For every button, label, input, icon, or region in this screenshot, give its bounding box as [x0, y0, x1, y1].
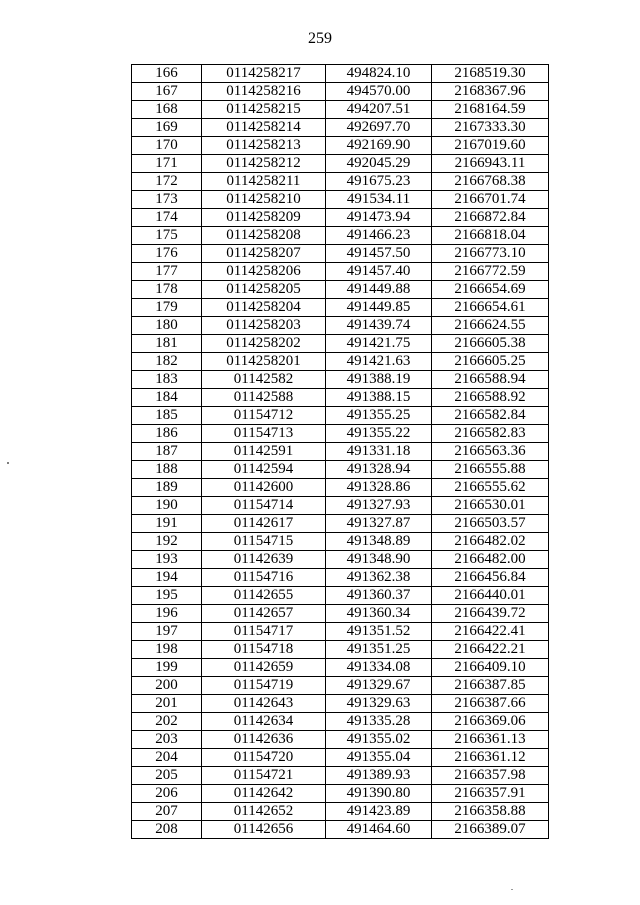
y-coordinate-cell: 2166624.55 — [432, 317, 549, 335]
x-coordinate-cell: 491329.63 — [326, 695, 432, 713]
point-code-cell: 01142582 — [202, 371, 326, 389]
point-number-cell: 187 — [132, 443, 202, 461]
point-number-cell: 206 — [132, 785, 202, 803]
x-coordinate-cell: 491389.93 — [326, 767, 432, 785]
table-row — [132, 443, 549, 461]
point-number-cell: 194 — [132, 569, 202, 587]
point-code-cell: 0114258211 — [202, 173, 326, 191]
y-coordinate-cell: 2166440.01 — [432, 587, 549, 605]
x-coordinate-cell: 491355.02 — [326, 731, 432, 749]
y-coordinate-cell: 2166582.83 — [432, 425, 549, 443]
point-code-cell: 01154714 — [202, 497, 326, 515]
y-coordinate-cell: 2166369.06 — [432, 713, 549, 731]
table-row — [132, 335, 549, 353]
point-code-cell: 0114258204 — [202, 299, 326, 317]
table-row — [132, 749, 549, 767]
x-coordinate-cell: 491449.85 — [326, 299, 432, 317]
x-coordinate-cell: 491329.67 — [326, 677, 432, 695]
table-row — [132, 353, 549, 371]
x-coordinate-cell: 494570.00 — [326, 83, 432, 101]
table-row — [132, 389, 549, 407]
point-code-cell: 0114258217 — [202, 65, 326, 83]
table-row — [132, 551, 549, 569]
table-row — [132, 245, 549, 263]
point-code-cell: 0114258213 — [202, 137, 326, 155]
point-number-cell: 167 — [132, 83, 202, 101]
point-code-cell: 0114258203 — [202, 317, 326, 335]
y-coordinate-cell: 2166773.10 — [432, 245, 549, 263]
y-coordinate-cell: 2166768.38 — [432, 173, 549, 191]
table-row — [132, 137, 549, 155]
point-code-cell: 01142642 — [202, 785, 326, 803]
point-code-cell: 01154717 — [202, 623, 326, 641]
x-coordinate-cell: 491534.11 — [326, 191, 432, 209]
y-coordinate-cell: 2166503.57 — [432, 515, 549, 533]
point-code-cell: 0114258202 — [202, 335, 326, 353]
point-code-cell: 01154718 — [202, 641, 326, 659]
point-number-cell: 208 — [132, 821, 202, 839]
y-coordinate-cell: 2166361.13 — [432, 731, 549, 749]
point-number-cell: 178 — [132, 281, 202, 299]
y-coordinate-cell: 2166582.84 — [432, 407, 549, 425]
table-row — [132, 767, 549, 785]
point-code-cell: 01154713 — [202, 425, 326, 443]
table-row — [132, 605, 549, 623]
x-coordinate-cell: 491421.63 — [326, 353, 432, 371]
x-coordinate-cell: 491466.23 — [326, 227, 432, 245]
table-row — [132, 821, 549, 839]
point-number-cell: 185 — [132, 407, 202, 425]
table-row — [132, 101, 549, 119]
table-row — [132, 191, 549, 209]
point-number-cell: 183 — [132, 371, 202, 389]
table-row — [132, 623, 549, 641]
point-code-cell: 01142655 — [202, 587, 326, 605]
point-number-cell: 186 — [132, 425, 202, 443]
point-code-cell: 0114258205 — [202, 281, 326, 299]
x-coordinate-cell: 491355.04 — [326, 749, 432, 767]
y-coordinate-cell: 2166361.12 — [432, 749, 549, 767]
point-number-cell: 188 — [132, 461, 202, 479]
x-coordinate-cell: 491457.40 — [326, 263, 432, 281]
point-number-cell: 205 — [132, 767, 202, 785]
point-number-cell: 166 — [132, 65, 202, 83]
point-code-cell: 0114258212 — [202, 155, 326, 173]
x-coordinate-cell: 491388.15 — [326, 389, 432, 407]
point-number-cell: 176 — [132, 245, 202, 263]
point-number-cell: 201 — [132, 695, 202, 713]
point-number-cell: 182 — [132, 353, 202, 371]
point-code-cell: 01142656 — [202, 821, 326, 839]
point-code-cell: 01142591 — [202, 443, 326, 461]
point-number-cell: 198 — [132, 641, 202, 659]
x-coordinate-cell: 491675.23 — [326, 173, 432, 191]
y-coordinate-cell: 2166439.72 — [432, 605, 549, 623]
point-number-cell: 197 — [132, 623, 202, 641]
x-coordinate-cell: 491473.94 — [326, 209, 432, 227]
page-number: 259 — [308, 30, 332, 47]
y-coordinate-cell: 2167333.30 — [432, 119, 549, 137]
y-coordinate-cell: 2166422.21 — [432, 641, 549, 659]
table-row — [132, 569, 549, 587]
point-code-cell: 01154721 — [202, 767, 326, 785]
table-row — [132, 263, 549, 281]
table-row — [132, 731, 549, 749]
point-number-cell: 177 — [132, 263, 202, 281]
point-code-cell: 0114258209 — [202, 209, 326, 227]
point-number-cell: 179 — [132, 299, 202, 317]
scan-speck — [511, 889, 513, 890]
table-row — [132, 659, 549, 677]
point-code-cell: 01142636 — [202, 731, 326, 749]
y-coordinate-cell: 2166482.02 — [432, 533, 549, 551]
y-coordinate-cell: 2166387.85 — [432, 677, 549, 695]
point-code-cell: 01142588 — [202, 389, 326, 407]
x-coordinate-cell: 491334.08 — [326, 659, 432, 677]
point-code-cell: 0114258216 — [202, 83, 326, 101]
point-code-cell: 0114258201 — [202, 353, 326, 371]
point-number-cell: 173 — [132, 191, 202, 209]
y-coordinate-cell: 2166818.04 — [432, 227, 549, 245]
table-row — [132, 695, 549, 713]
table-row — [132, 173, 549, 191]
point-code-cell: 01142639 — [202, 551, 326, 569]
y-coordinate-cell: 2166943.11 — [432, 155, 549, 173]
x-coordinate-cell: 491328.94 — [326, 461, 432, 479]
table-row — [132, 65, 549, 83]
table-row — [132, 641, 549, 659]
x-coordinate-cell: 491439.74 — [326, 317, 432, 335]
table-row — [132, 677, 549, 695]
y-coordinate-cell: 2166530.01 — [432, 497, 549, 515]
x-coordinate-cell: 491348.89 — [326, 533, 432, 551]
point-number-cell: 189 — [132, 479, 202, 497]
table-row — [132, 281, 549, 299]
table-row — [132, 497, 549, 515]
point-code-cell: 01142600 — [202, 479, 326, 497]
y-coordinate-cell: 2166872.84 — [432, 209, 549, 227]
point-number-cell: 184 — [132, 389, 202, 407]
point-code-cell: 01154715 — [202, 533, 326, 551]
table-row — [132, 371, 549, 389]
point-code-cell: 0114258215 — [202, 101, 326, 119]
x-coordinate-cell: 491351.52 — [326, 623, 432, 641]
point-number-cell: 171 — [132, 155, 202, 173]
y-coordinate-cell: 2166387.66 — [432, 695, 549, 713]
x-coordinate-cell: 492697.70 — [326, 119, 432, 137]
point-number-cell: 181 — [132, 335, 202, 353]
x-coordinate-cell: 491331.18 — [326, 443, 432, 461]
point-number-cell: 195 — [132, 587, 202, 605]
point-number-cell: 169 — [132, 119, 202, 137]
x-coordinate-cell: 491457.50 — [326, 245, 432, 263]
y-coordinate-cell: 2166555.62 — [432, 479, 549, 497]
x-coordinate-cell: 491362.38 — [326, 569, 432, 587]
x-coordinate-cell: 492045.29 — [326, 155, 432, 173]
table-row — [132, 533, 549, 551]
x-coordinate-cell: 491390.80 — [326, 785, 432, 803]
y-coordinate-cell: 2168519.30 — [432, 65, 549, 83]
y-coordinate-cell: 2168367.96 — [432, 83, 549, 101]
point-code-cell: 01154716 — [202, 569, 326, 587]
y-coordinate-cell: 2166357.91 — [432, 785, 549, 803]
y-coordinate-cell: 2166409.10 — [432, 659, 549, 677]
scan-speck — [7, 462, 9, 464]
y-coordinate-cell: 2166772.59 — [432, 263, 549, 281]
x-coordinate-cell: 491464.60 — [326, 821, 432, 839]
x-coordinate-cell: 491328.86 — [326, 479, 432, 497]
y-coordinate-cell: 2166654.61 — [432, 299, 549, 317]
table-row — [132, 227, 549, 245]
table-row — [132, 479, 549, 497]
x-coordinate-cell: 491360.37 — [326, 587, 432, 605]
x-coordinate-cell: 491335.28 — [326, 713, 432, 731]
x-coordinate-cell: 494207.51 — [326, 101, 432, 119]
y-coordinate-cell: 2166456.84 — [432, 569, 549, 587]
point-code-cell: 01154719 — [202, 677, 326, 695]
table-row — [132, 785, 549, 803]
coordinates-table-body — [132, 65, 549, 839]
y-coordinate-cell: 2166389.07 — [432, 821, 549, 839]
y-coordinate-cell: 2166701.74 — [432, 191, 549, 209]
point-number-cell: 174 — [132, 209, 202, 227]
x-coordinate-cell: 492169.90 — [326, 137, 432, 155]
point-code-cell: 01142634 — [202, 713, 326, 731]
table-row — [132, 515, 549, 533]
x-coordinate-cell: 491351.25 — [326, 641, 432, 659]
y-coordinate-cell: 2166605.25 — [432, 353, 549, 371]
point-code-cell: 0114258206 — [202, 263, 326, 281]
point-number-cell: 203 — [132, 731, 202, 749]
point-code-cell: 0114258214 — [202, 119, 326, 137]
table-row — [132, 407, 549, 425]
table-row — [132, 425, 549, 443]
point-number-cell: 172 — [132, 173, 202, 191]
point-number-cell: 192 — [132, 533, 202, 551]
x-coordinate-cell: 491388.19 — [326, 371, 432, 389]
point-number-cell: 191 — [132, 515, 202, 533]
point-number-cell: 202 — [132, 713, 202, 731]
x-coordinate-cell: 491348.90 — [326, 551, 432, 569]
y-coordinate-cell: 2166482.00 — [432, 551, 549, 569]
y-coordinate-cell: 2166422.41 — [432, 623, 549, 641]
table-row — [132, 587, 549, 605]
table-row — [132, 83, 549, 101]
point-number-cell: 180 — [132, 317, 202, 335]
x-coordinate-cell: 491360.34 — [326, 605, 432, 623]
point-code-cell: 01142659 — [202, 659, 326, 677]
y-coordinate-cell: 2166358.88 — [432, 803, 549, 821]
y-coordinate-cell: 2166588.92 — [432, 389, 549, 407]
y-coordinate-cell: 2168164.59 — [432, 101, 549, 119]
x-coordinate-cell: 491355.22 — [326, 425, 432, 443]
table-row — [132, 461, 549, 479]
y-coordinate-cell: 2166555.88 — [432, 461, 549, 479]
table-row — [132, 209, 549, 227]
point-number-cell: 200 — [132, 677, 202, 695]
point-number-cell: 207 — [132, 803, 202, 821]
y-coordinate-cell: 2166357.98 — [432, 767, 549, 785]
point-number-cell: 190 — [132, 497, 202, 515]
point-code-cell: 01154712 — [202, 407, 326, 425]
table-row — [132, 317, 549, 335]
point-code-cell: 01154720 — [202, 749, 326, 767]
x-coordinate-cell: 491355.25 — [326, 407, 432, 425]
point-number-cell: 204 — [132, 749, 202, 767]
point-code-cell: 0114258208 — [202, 227, 326, 245]
table-row — [132, 803, 549, 821]
point-number-cell: 175 — [132, 227, 202, 245]
table-row — [132, 119, 549, 137]
y-coordinate-cell: 2166654.69 — [432, 281, 549, 299]
y-coordinate-cell: 2166588.94 — [432, 371, 549, 389]
point-number-cell: 170 — [132, 137, 202, 155]
point-number-cell: 196 — [132, 605, 202, 623]
point-number-cell: 193 — [132, 551, 202, 569]
table-row — [132, 155, 549, 173]
point-code-cell: 01142594 — [202, 461, 326, 479]
coordinates-table — [131, 64, 549, 839]
table-row — [132, 713, 549, 731]
x-coordinate-cell: 491327.87 — [326, 515, 432, 533]
y-coordinate-cell: 2167019.60 — [432, 137, 549, 155]
x-coordinate-cell: 491421.75 — [326, 335, 432, 353]
point-number-cell: 199 — [132, 659, 202, 677]
point-code-cell: 01142617 — [202, 515, 326, 533]
x-coordinate-cell: 494824.10 — [326, 65, 432, 83]
x-coordinate-cell: 491449.88 — [326, 281, 432, 299]
point-code-cell: 01142652 — [202, 803, 326, 821]
x-coordinate-cell: 491423.89 — [326, 803, 432, 821]
point-code-cell: 0114258210 — [202, 191, 326, 209]
x-coordinate-cell: 491327.93 — [326, 497, 432, 515]
y-coordinate-cell: 2166605.38 — [432, 335, 549, 353]
point-code-cell: 01142657 — [202, 605, 326, 623]
point-number-cell: 168 — [132, 101, 202, 119]
y-coordinate-cell: 2166563.36 — [432, 443, 549, 461]
point-code-cell: 0114258207 — [202, 245, 326, 263]
table-row — [132, 299, 549, 317]
point-code-cell: 01142643 — [202, 695, 326, 713]
